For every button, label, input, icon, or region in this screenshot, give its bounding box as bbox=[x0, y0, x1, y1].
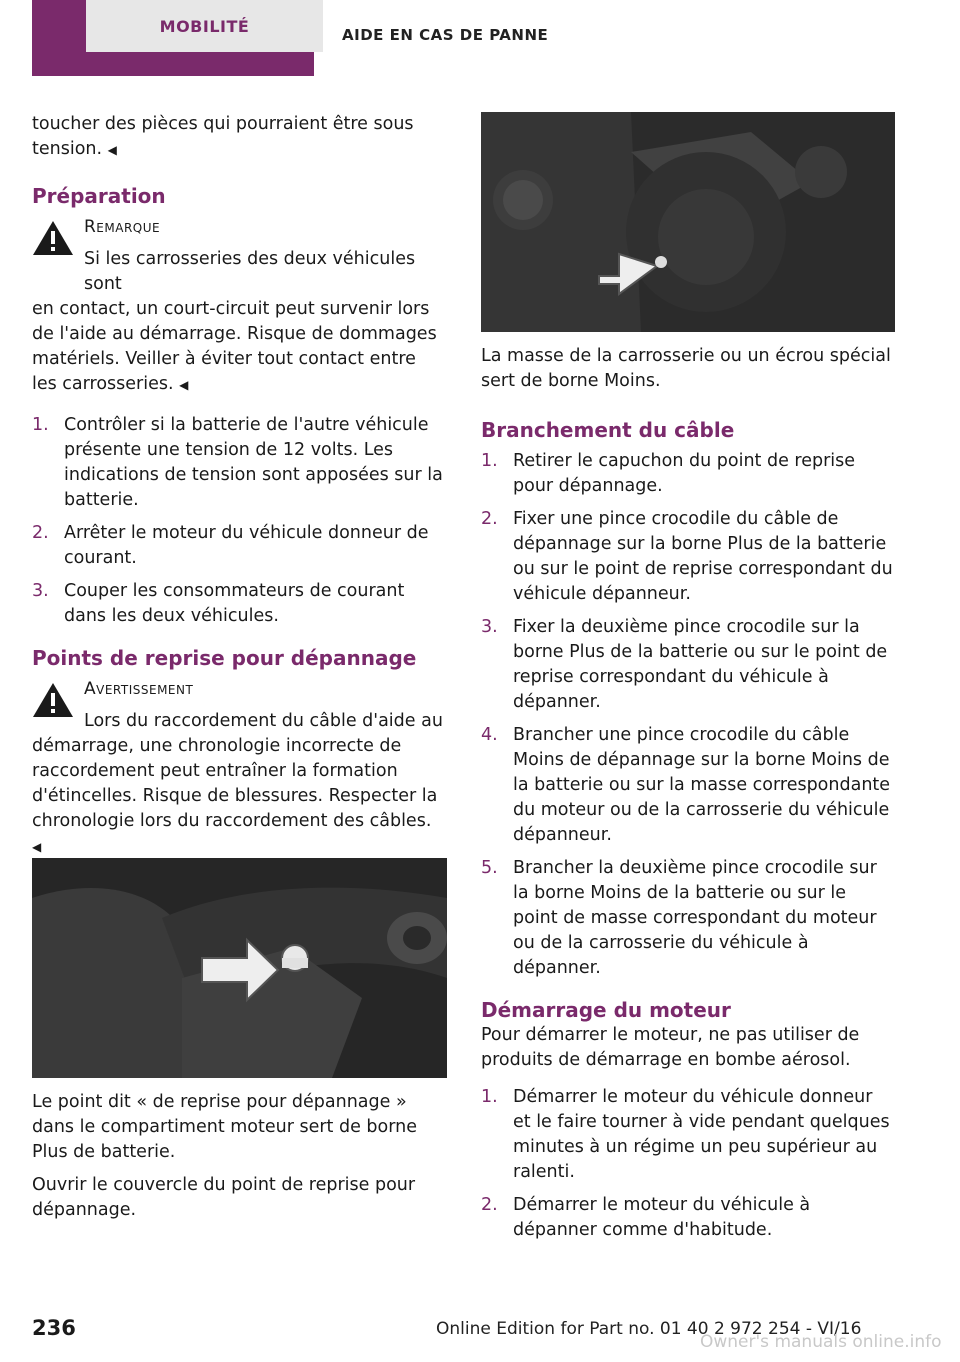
cable-heading: Branchement du câble bbox=[481, 418, 735, 442]
list-item: 3. Couper les consommateurs de courant dans les deux véhicules. bbox=[32, 581, 405, 626]
remark-first-line: Si les carrosseries des deux véhicules sont bbox=[84, 249, 416, 294]
list-item: 3. Fixer la deuxième pince crocodile sur la borne Plus de la batterie ou sur le point de reprise correspondant du véhicule à dépanner. bbox=[481, 617, 888, 712]
start-heading: Démarrage du moteur bbox=[481, 998, 731, 1022]
left-column-bottom bbox=[32, 1090, 446, 1223]
preparation-heading: Préparation bbox=[32, 184, 166, 208]
list-item: 2. Fixer une pince crocodile du câble de dépannage sur la borne Plus de la batterie ou sur le point de reprise correspondant du véhicule dépanneur. bbox=[481, 509, 893, 604]
list-item: 4. Brancher une pince crocodile du câble Moins de dépannage sur la borne Moins de la batterie ou sur la masse correspondante du moteur ou de la carrosserie du véhicule dépanneur. bbox=[481, 725, 891, 845]
photo-caption: La masse de la carrosserie ou un écrou spécial sert de borne Moins. bbox=[481, 346, 891, 391]
watermark: Owner's manuals online.info bbox=[700, 1332, 942, 1352]
section-tab bbox=[32, 0, 314, 76]
points-heading: Points de reprise pour dépannage bbox=[32, 646, 417, 670]
warning-triangle-icon bbox=[32, 219, 74, 257]
left-column bbox=[32, 112, 446, 860]
section-tab-label: MOBILITÉ bbox=[86, 0, 323, 52]
edition-info: Online Edition for Part no. 01 40 2 972 254 - VI/16 bbox=[436, 1319, 862, 1339]
warning-first-line: Lors du raccordement du câble d'aide au bbox=[84, 711, 443, 731]
chapter-title: AIDE EN CAS DE PANNE bbox=[342, 26, 549, 44]
list-item: 1. Démarrer le moteur du véhicule donneur et le faire tourner à vide pendant quelques minutes à un régime un peu supérieur au ralenti. bbox=[481, 1087, 890, 1182]
page-number: 236 bbox=[32, 1316, 76, 1340]
engine-bay-photo bbox=[32, 858, 447, 1078]
cable-steps bbox=[481, 449, 895, 981]
warning-title: Avertissement bbox=[84, 679, 194, 699]
remark-box bbox=[32, 215, 446, 398]
right-column bbox=[481, 344, 895, 1251]
remark-title: Remarque bbox=[84, 217, 161, 237]
remark-text: en contact, un court-circuit peut survenir lors de l'aide au démarrage. Risque de dommages matériels. Veiller à éviter tout contact entre les carrosseries. ◀ bbox=[32, 299, 437, 394]
preparation-steps bbox=[32, 413, 446, 629]
warning-box bbox=[32, 677, 446, 860]
intro-text: toucher des pièces qui pourraient être sous tension. ◀ bbox=[32, 114, 414, 159]
list-item: 2. Démarrer le moteur du véhicule à dépanner comme d'habitude. bbox=[481, 1195, 811, 1240]
warning-text: démarrage, une chronologie incorrecte de raccordement peut entraîner la formation d'étincelles. Risque de blessures. Respecter la chronologie lors du raccordement des câbles. ◀ bbox=[32, 736, 438, 854]
list-item: 1. Contrôler si la batterie de l'autre véhicule présente une tension de 12 volts. Les indications de tension sont apposées sur la batterie. bbox=[32, 415, 443, 510]
photo-caption: Le point dit « de reprise pour dépannage » dans le compartiment moteur sert de borne Plus de batterie. bbox=[32, 1092, 417, 1162]
list-item: 2. Arrêter le moteur du véhicule donneur de courant. bbox=[32, 523, 429, 568]
list-item: 5. Brancher la deuxième pince crocodile sur la borne Moins de la batterie ou sur le point de masse correspondant du moteur ou de la carrosserie du véhicule à dépanner. bbox=[481, 858, 877, 978]
list-item: 1. Retirer le capuchon du point de reprise pour dépannage. bbox=[481, 451, 856, 496]
start-intro: Pour démarrer le moteur, ne pas utiliser de produits de démarrage en bombe aérosol. bbox=[481, 1025, 860, 1070]
cover-instruction: Ouvrir le couvercle du point de reprise pour dépannage. bbox=[32, 1175, 416, 1220]
warning-triangle-icon bbox=[32, 681, 74, 719]
ground-point-photo bbox=[481, 112, 895, 332]
start-steps bbox=[481, 1085, 895, 1243]
